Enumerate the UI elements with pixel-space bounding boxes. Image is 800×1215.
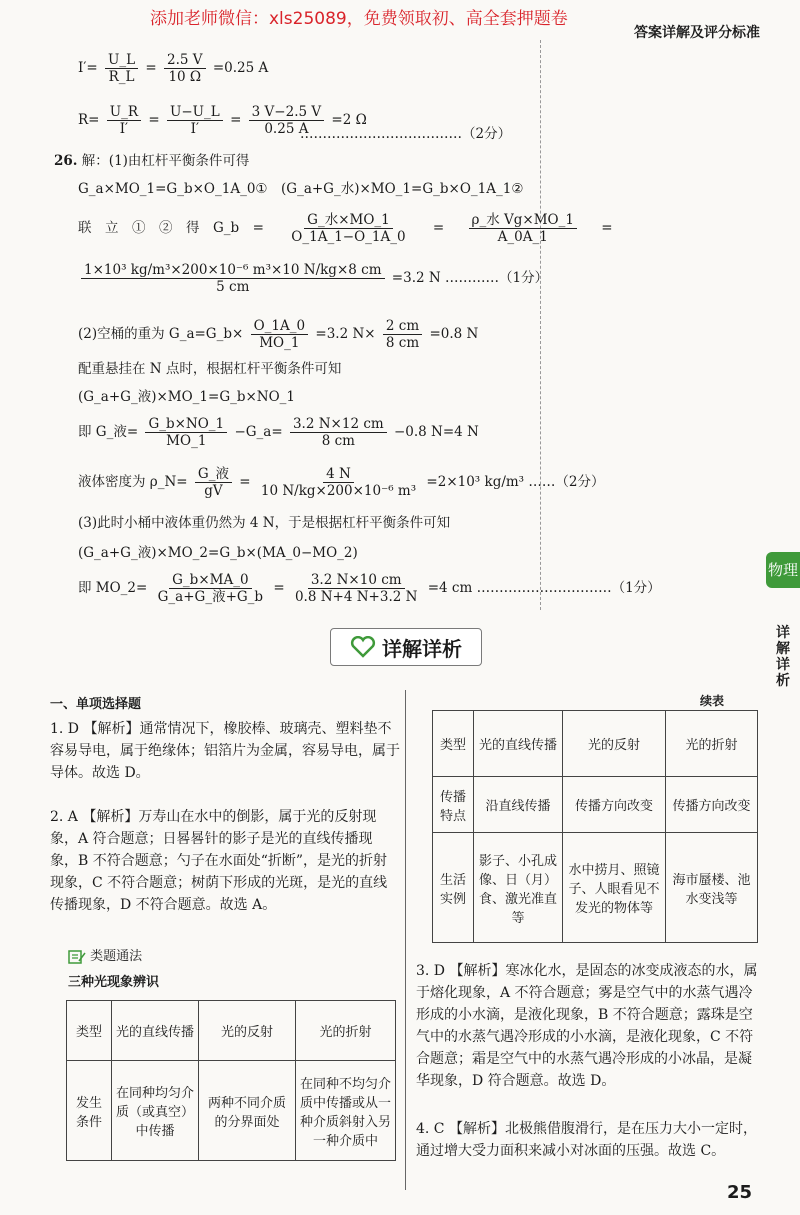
q26-line-7: (3)此时小桶中液体重仍然为 4 N，于是根据杠杆平衡条件可知: [78, 515, 451, 531]
q26-result-gb: $\frac{\text{1×10³ kg/m³×200×10⁻⁶ m³×10 N/kg×8 cm}}{5 cm}$ =3.2 N …………（1分）: [78, 262, 548, 295]
q26-line-9: 即 MO_2= $\frac{G\_b\times MA\_0}{\text{G\_a+G\_液+G\_b}}$ = $\frac{3.2 N\times 10 cm}{0.8 N+4 N+3.2 N}$ =4 cm …………………………（1分）: [78, 572, 661, 605]
q26-line-4: (G_a+G_液)×MO_1=G_b×NO_1: [78, 389, 296, 405]
q26-line-6: 液体密度为 ρ_N= $\frac{\text{G\_液}}{gV}$ = $\frac{4 N}{\text{10 N/kg×200×10⁻⁶ m³}}$ =2×10³ kg/m³ ……（2分）: [78, 466, 605, 499]
column-divider-bottom: [405, 690, 406, 1190]
fraction: $\frac{3.2 N\times 12 cm}{8 cm}$: [290, 416, 387, 449]
fraction: $\frac{\text{1×10³ kg/m³×200×10⁻⁶ m³×10 N/kg×8 cm}}{5 cm}$: [81, 262, 385, 295]
fraction: $\frac{U\_L}{R\_L}$: [105, 52, 138, 85]
fraction: $\frac{4 N}{\text{10 N/kg×200×10⁻⁶ m³}}$: [260, 466, 417, 499]
tip-label-row: 类题通法: [68, 946, 368, 968]
running-header: 答案详解及评分标准: [634, 25, 760, 41]
tip-title: 三种光现象辨识: [68, 975, 160, 990]
answer-3: 3. D 【解析】寒冰化水，是固态的冰变成液态的水，属于熔化现象，A 不符合题意；雾是空气中的水蒸气遇冷形成的小水滴，是液化现象，B 不符合题意；露珠是空气中的水蒸气遇冷形成的小水滴，是液化现象，C 不符合题意；霜是空气中的水蒸气遇冷形成的小冰晶，是凝华现象，D 符合题意。故选 D。: [416, 963, 758, 1089]
q26-joint-solve: 联 立 ① ② 得 G_b = $\frac{\text{G\_水×MO\_1}}{O\_1A\_1-O\_1A\_0}$ = $\frac{\text{ρ\_水 Vg×MO\_1}}{A\_0A\_1}$ =: [78, 212, 613, 245]
fraction: $\frac{2 cm}{8 cm}$: [383, 318, 422, 351]
q26-line-8: (G_a+G_液)×MO_2=G_b×(MA_0−MO_2): [78, 545, 358, 561]
fraction: $\frac{G\_b\times NO\_1}{MO\_1}$: [145, 416, 227, 449]
fraction: $\frac{O\_1A\_0}{MO\_1}$: [251, 318, 309, 351]
q26-line-3: 配重悬挂在 N 点时，根据杠杆平衡条件可知: [78, 361, 342, 377]
equation-resistance: R= $\frac{U\_R}{I'}$ = $\frac{U-U\_L}{I'}$ = $\frac{3 V-2.5 V}{0.25 A}$ =2 Ω: [78, 104, 367, 137]
watermark: 添加老师微信：xls25089，免费领取初、高全套押题卷: [150, 9, 568, 29]
fraction: $\frac{G\_b\times MA\_0}{\text{G\_a+G\_液+G\_b}}$: [157, 572, 264, 605]
answer-4: 4. C 【解析】北极熊借腹滑行，是在压力大小一定时，通过增大受力面积来减小对冰面的压强。故选 C。: [416, 1121, 757, 1159]
q26-equations-1: G_a×MO_1=G_b×O_1A_0① (G_a+G_水)×MO_1=G_b×O_1A_1②: [78, 181, 524, 197]
part-heading: 一、单项选择题: [50, 697, 142, 712]
fraction: $\frac{2.5 V}{10 \Omega}$: [164, 52, 206, 85]
q26-part-2: (2)空桶的重为 G_a=G_b× $\frac{O\_1A\_0}{MO\_1}$ =3.2 N× $\frac{2 cm}{8 cm}$ =0.8 N: [78, 318, 479, 351]
light-table-1: 类型 光的直线传播 光的反射 光的折射 发生条件 在同种均匀介质（或真空）中传播 两种不同介质的分界面处 在同种不均匀介质中传播或从一种介质斜射入另一种介质中: [66, 1000, 396, 1161]
q26-line-5: 即 G_液= $\frac{G\_b\times NO\_1}{MO\_1}$ −G_a= $\frac{3.2 N\times 12 cm}{8 cm}$ −0.8 N=4 N: [78, 416, 479, 449]
answer-1: 1. D 【解析】通常情况下，橡胶棒、玻璃壳、塑料垫不容易导电，属于绝缘体；铝箔片为金属，容易导电，属于导体。故选 D。: [50, 721, 400, 781]
fraction: $\frac{\text{G\_水×MO\_1}}{O\_1A\_1-O\_1A\_0}$: [291, 212, 406, 245]
fraction: $\frac{U\_R}{I'}$: [107, 104, 141, 137]
light-table-2: 类型 光的直线传播 光的反射 光的折射 传播特点 沿直线传播 传播方向改变 传播方向改变 生活实例 影子、小孔成像、日（月）食、激光准直等 水中捞月、照镜子、人眼看见不发光的物体等 海市蜃楼、池水变浅等: [432, 710, 758, 943]
eq-i-lhs: I′=: [78, 60, 98, 76]
note-icon: [68, 949, 86, 965]
table-continued: 续表: [700, 694, 725, 708]
section-title: 详解详析: [330, 628, 482, 666]
subject-tab: 物理: [766, 552, 800, 588]
fraction: $\frac{3.2 N\times 10 cm}{0.8 N+4 N+3.2 N}$: [294, 572, 418, 605]
column-divider-top: [540, 40, 541, 610]
question-26-heading: 26. 解：(1)由杠杆平衡条件可得: [54, 153, 250, 169]
fraction: $\frac{U-U\_L}{I'}$: [167, 104, 223, 137]
fraction: $\frac{3 V-2.5 V}{0.25 A}$: [249, 104, 324, 137]
equation-current: I′= $\frac{U\_L}{R\_L}$ = $\frac{2.5 V}{10 \Omega}$ =0.25 A: [78, 52, 269, 85]
fraction: $\frac{\text{ρ\_水 Vg×MO\_1}}{A\_0A\_1}$: [469, 212, 577, 245]
page-number: 25: [726, 1182, 752, 1203]
fraction: $\frac{\text{G\_液}}{gV}$: [195, 466, 232, 499]
heart-icon: [350, 636, 376, 658]
score-mark: ………………………………（2分）: [300, 126, 512, 142]
side-label: 详解详析: [776, 625, 790, 689]
answer-2: 2. A 【解析】万寿山在水中的倒影，属于光的反射现象，A 符合题意；日晷晷针的影子是光的直线传播现象，B 不符合题意；勺子在水面处“折断”，是光的折射现象，C 不符合题意；树荫下形成的光斑，是光的直线传播现象，D 不符合题意。故选 A。: [50, 809, 388, 913]
